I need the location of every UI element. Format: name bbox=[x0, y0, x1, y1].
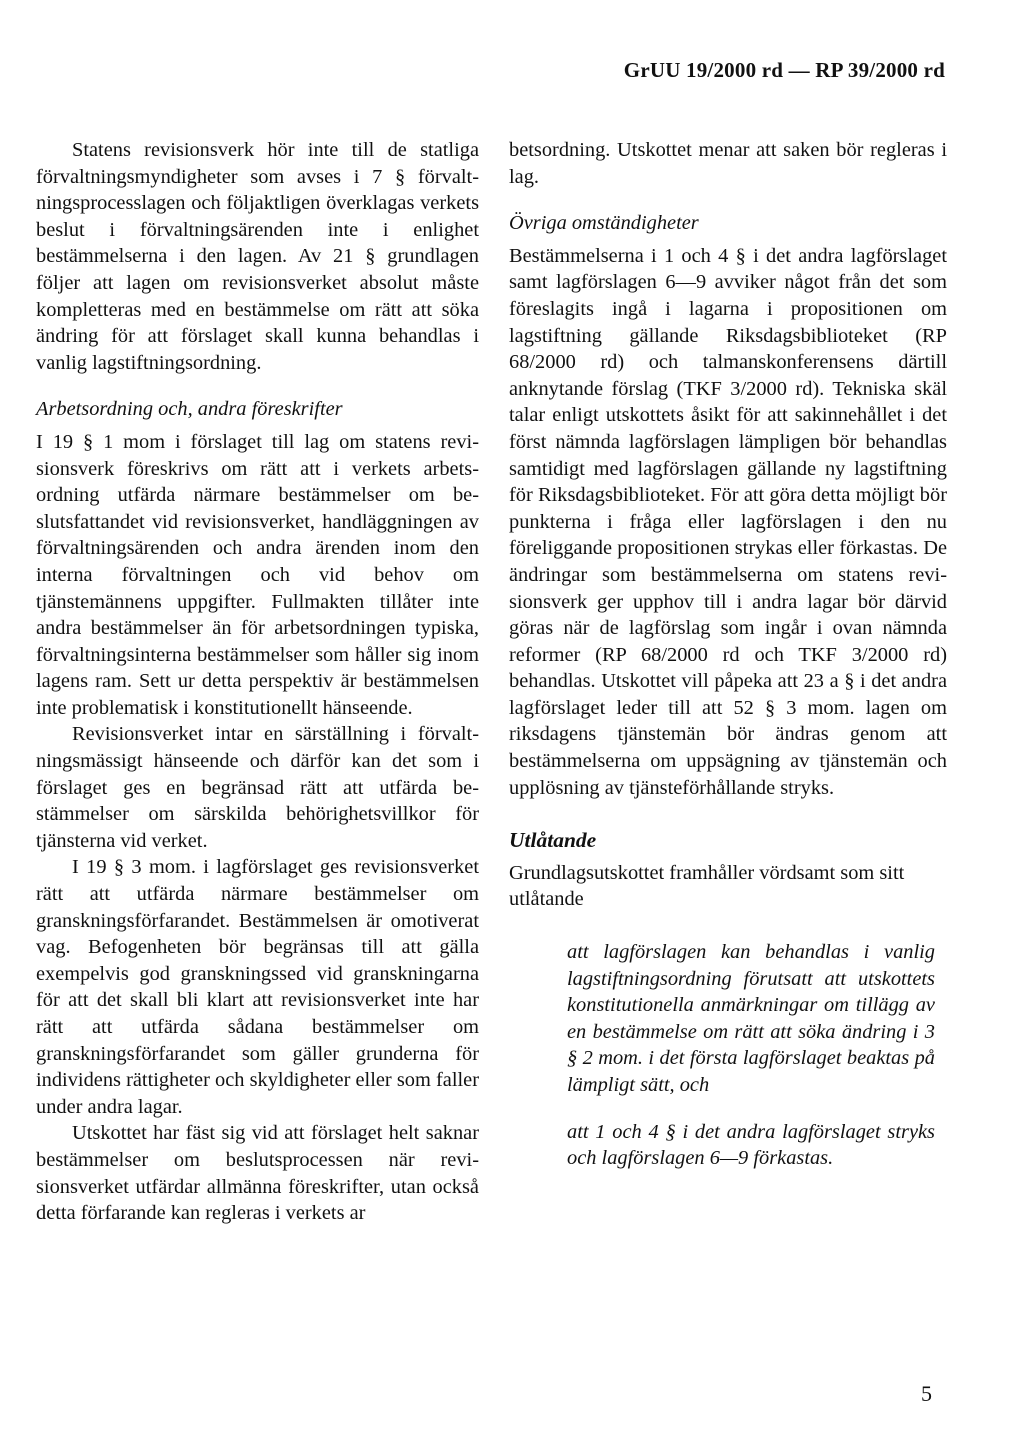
paragraph: betsordning. Utskottet menar att saken bör regleras i lag. bbox=[509, 139, 947, 188]
paragraph: I 19 § 1 mom i förslaget till lag om statens revisionsverk föreskrivs om rätt att i verkets arbetsordning utfärda närmare bestämmelser om beslutsfattandet vid revisionsverket, handläggningen av förvaltningsärenden och andra ärenden inom den interna förvaltningen och vid behov om tjänstemännens uppgifter. Fullmakten tillåter inte andra bestämmelser än för arbetsordningen typiska, förvaltningsinterna bestämmelser som håller sig inom lagens ram. Sett ur detta perspektiv är bestämmelsen inte problematisk i konstitutionellt hänseende. bbox=[36, 430, 479, 719]
statement-block bbox=[567, 939, 935, 1172]
running-header: GrUU 19/2000 rd — RP 39/2000 rd bbox=[623, 58, 945, 82]
section-heading-ovriga: Övriga omständigheter bbox=[509, 212, 699, 235]
statement-clause: att 1 och 4 § i det andra lagförslaget stryks och lagförslagen 6—9 förkastas. bbox=[567, 1120, 935, 1170]
paragraph: Bestämmelserna i 1 och 4 § i det andra lagförslaget samt lagförslagen 6—9 avviker något från det som föreslagits ingå i lagarna i propositionen om lagstiftning gällande Riksdagsbiblioteket (RP 68/2000 rd) och talmanskonferensens därtill anknytande förslag (TKF 3/2000 rd). Tekniska skäl talar enligt utskottets åsikt för att sakinnehållet i det först nämnda lagförslagen lämpligen bör behandlas samtidigt med lagförslagen gällande ny lagstiftning för Riksdagsbiblioteket. För att göra detta möjligt bör punkterna i fråga eller lagförslagen i den nu föreliggande propositionen strykas eller förkastas. De ändringar som bestämmelserna om statens revisionsverk ger upphov till i andra lagar bör därvid göras när de lagförslag som ingår i ovan nämnda reformer (RP 68/2000 rd och TKF 3/2000 rd) behandlas. Utskottet vill påpeka att 23 a § i det andra lagförslaget leder till att 52 § 3 mom. lagen om riksdagens tjänstemän bör ändras genom att bestämmelserna om uppsägning av tjänstemän och upplösning av tjänsteförhållande stryks. bbox=[509, 244, 947, 799]
paragraph: Revisionsverket intar en särställning i förvaltningsmässigt hänseende och därför kan det som i förslaget ges en begränsad rätt att utfärda bestämmelser om särskilda behörighetsvillkor för tjänsterna vid verket. bbox=[36, 723, 479, 852]
section-heading-arbetsordning: Arbetsordning och, andra föreskrifter bbox=[36, 398, 343, 421]
section-heading-utlatande: Utlåtande bbox=[509, 828, 597, 853]
left-column bbox=[36, 137, 479, 1227]
paragraph: Grundlagsutskottet framhåller vördsamt som sitt utlåtande bbox=[509, 861, 905, 911]
right-column bbox=[509, 137, 947, 1192]
statement-clause: att lagförslagen kan behandlas i vanlig lagstiftningsordning förutsatt att utskottets konstitutionella anmärkningar om tillägg av en bestämmelse om rätt att söka ändring i 3 § 2 mom. i det första lagförslaget beaktas på lämpligt sätt, och bbox=[567, 941, 935, 1096]
paragraph: Utskottet har fäst sig vid att förslaget helt saknar bestämmelser om beslutsprocessen när revisionsverket utfärdar allmänna föreskrifter, utan också detta förfarande kan regleras i verkets ar bbox=[36, 1122, 479, 1225]
paragraph: Statens revisionsverk hör inte till de statliga förvaltningsmyndigheter som avses i 7 § förvaltningsprocesslagen och följaktligen överklagas verkets beslut i förvaltningsärenden inte i enlighet bestämmelserna i den lagen. Av 21 § grundlagen följer att lagen om revisionsverket absolut måste kompletteras med en bestämmelse om rätt att söka ändring för att förslaget skall kunna behandlas i vanlig lagstiftningsordning. bbox=[36, 139, 479, 374]
paragraph: I 19 § 3 mom. i lagförslaget ges revisionsverket rätt att utfärda närmare bestämmelser om granskningsförfarandet. Bestämmelsen är omotiverat vag. Befogenheten bör begränsas till att gälla exempelvis god granskningssed vid granskningarna för att det skall bli klart att revisionsverket inte har rätt att utfärda sådana bestämmelser om granskningsförfarandet som gäller grunderna för individens rättigheter och skyldigheter eller som faller under andra lagar. bbox=[36, 856, 479, 1118]
page-number: 5 bbox=[921, 1381, 932, 1406]
